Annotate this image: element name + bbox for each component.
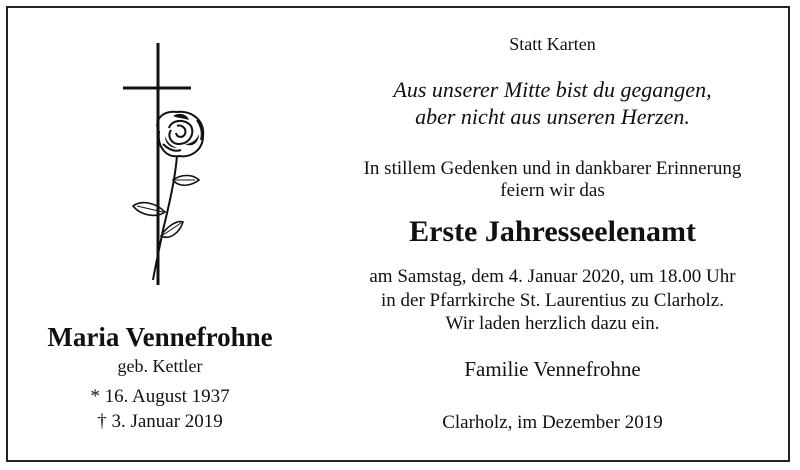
- cross-with-rose-icon: [115, 40, 225, 290]
- deceased-name: Maria Vennefrohne: [47, 322, 273, 352]
- place-date: Clarholz, im Dezember 2019: [442, 412, 663, 433]
- death-date: † 3. Januar 2019: [97, 411, 223, 432]
- intro-line-1: In stillem Gedenken und in dankbarer Erinnerung: [363, 158, 742, 179]
- notice-header: Statt Karten: [509, 34, 596, 54]
- family-signature: Familie Vennefrohne: [464, 357, 641, 381]
- maiden-name: geb. Kettler: [117, 356, 203, 376]
- details-line-1: am Samstag, dem 4. Januar 2020, um 18.00 Uhr: [369, 266, 736, 287]
- details-line-2: in der Pfarrkirche St. Laurentius zu Clarholz.: [381, 290, 724, 311]
- headline: Erste Jahresseelenamt: [409, 215, 696, 248]
- birth-date: * 16. August 1937: [90, 386, 230, 407]
- intro-line-2: feiern wir das: [500, 180, 605, 201]
- quote-line-1: Aus unserer Mitte bist du gegangen,: [393, 77, 712, 102]
- quote-line-2: aber nicht aus unseren Herzen.: [415, 104, 690, 129]
- details-line-3: Wir laden herzlich dazu ein.: [445, 313, 660, 334]
